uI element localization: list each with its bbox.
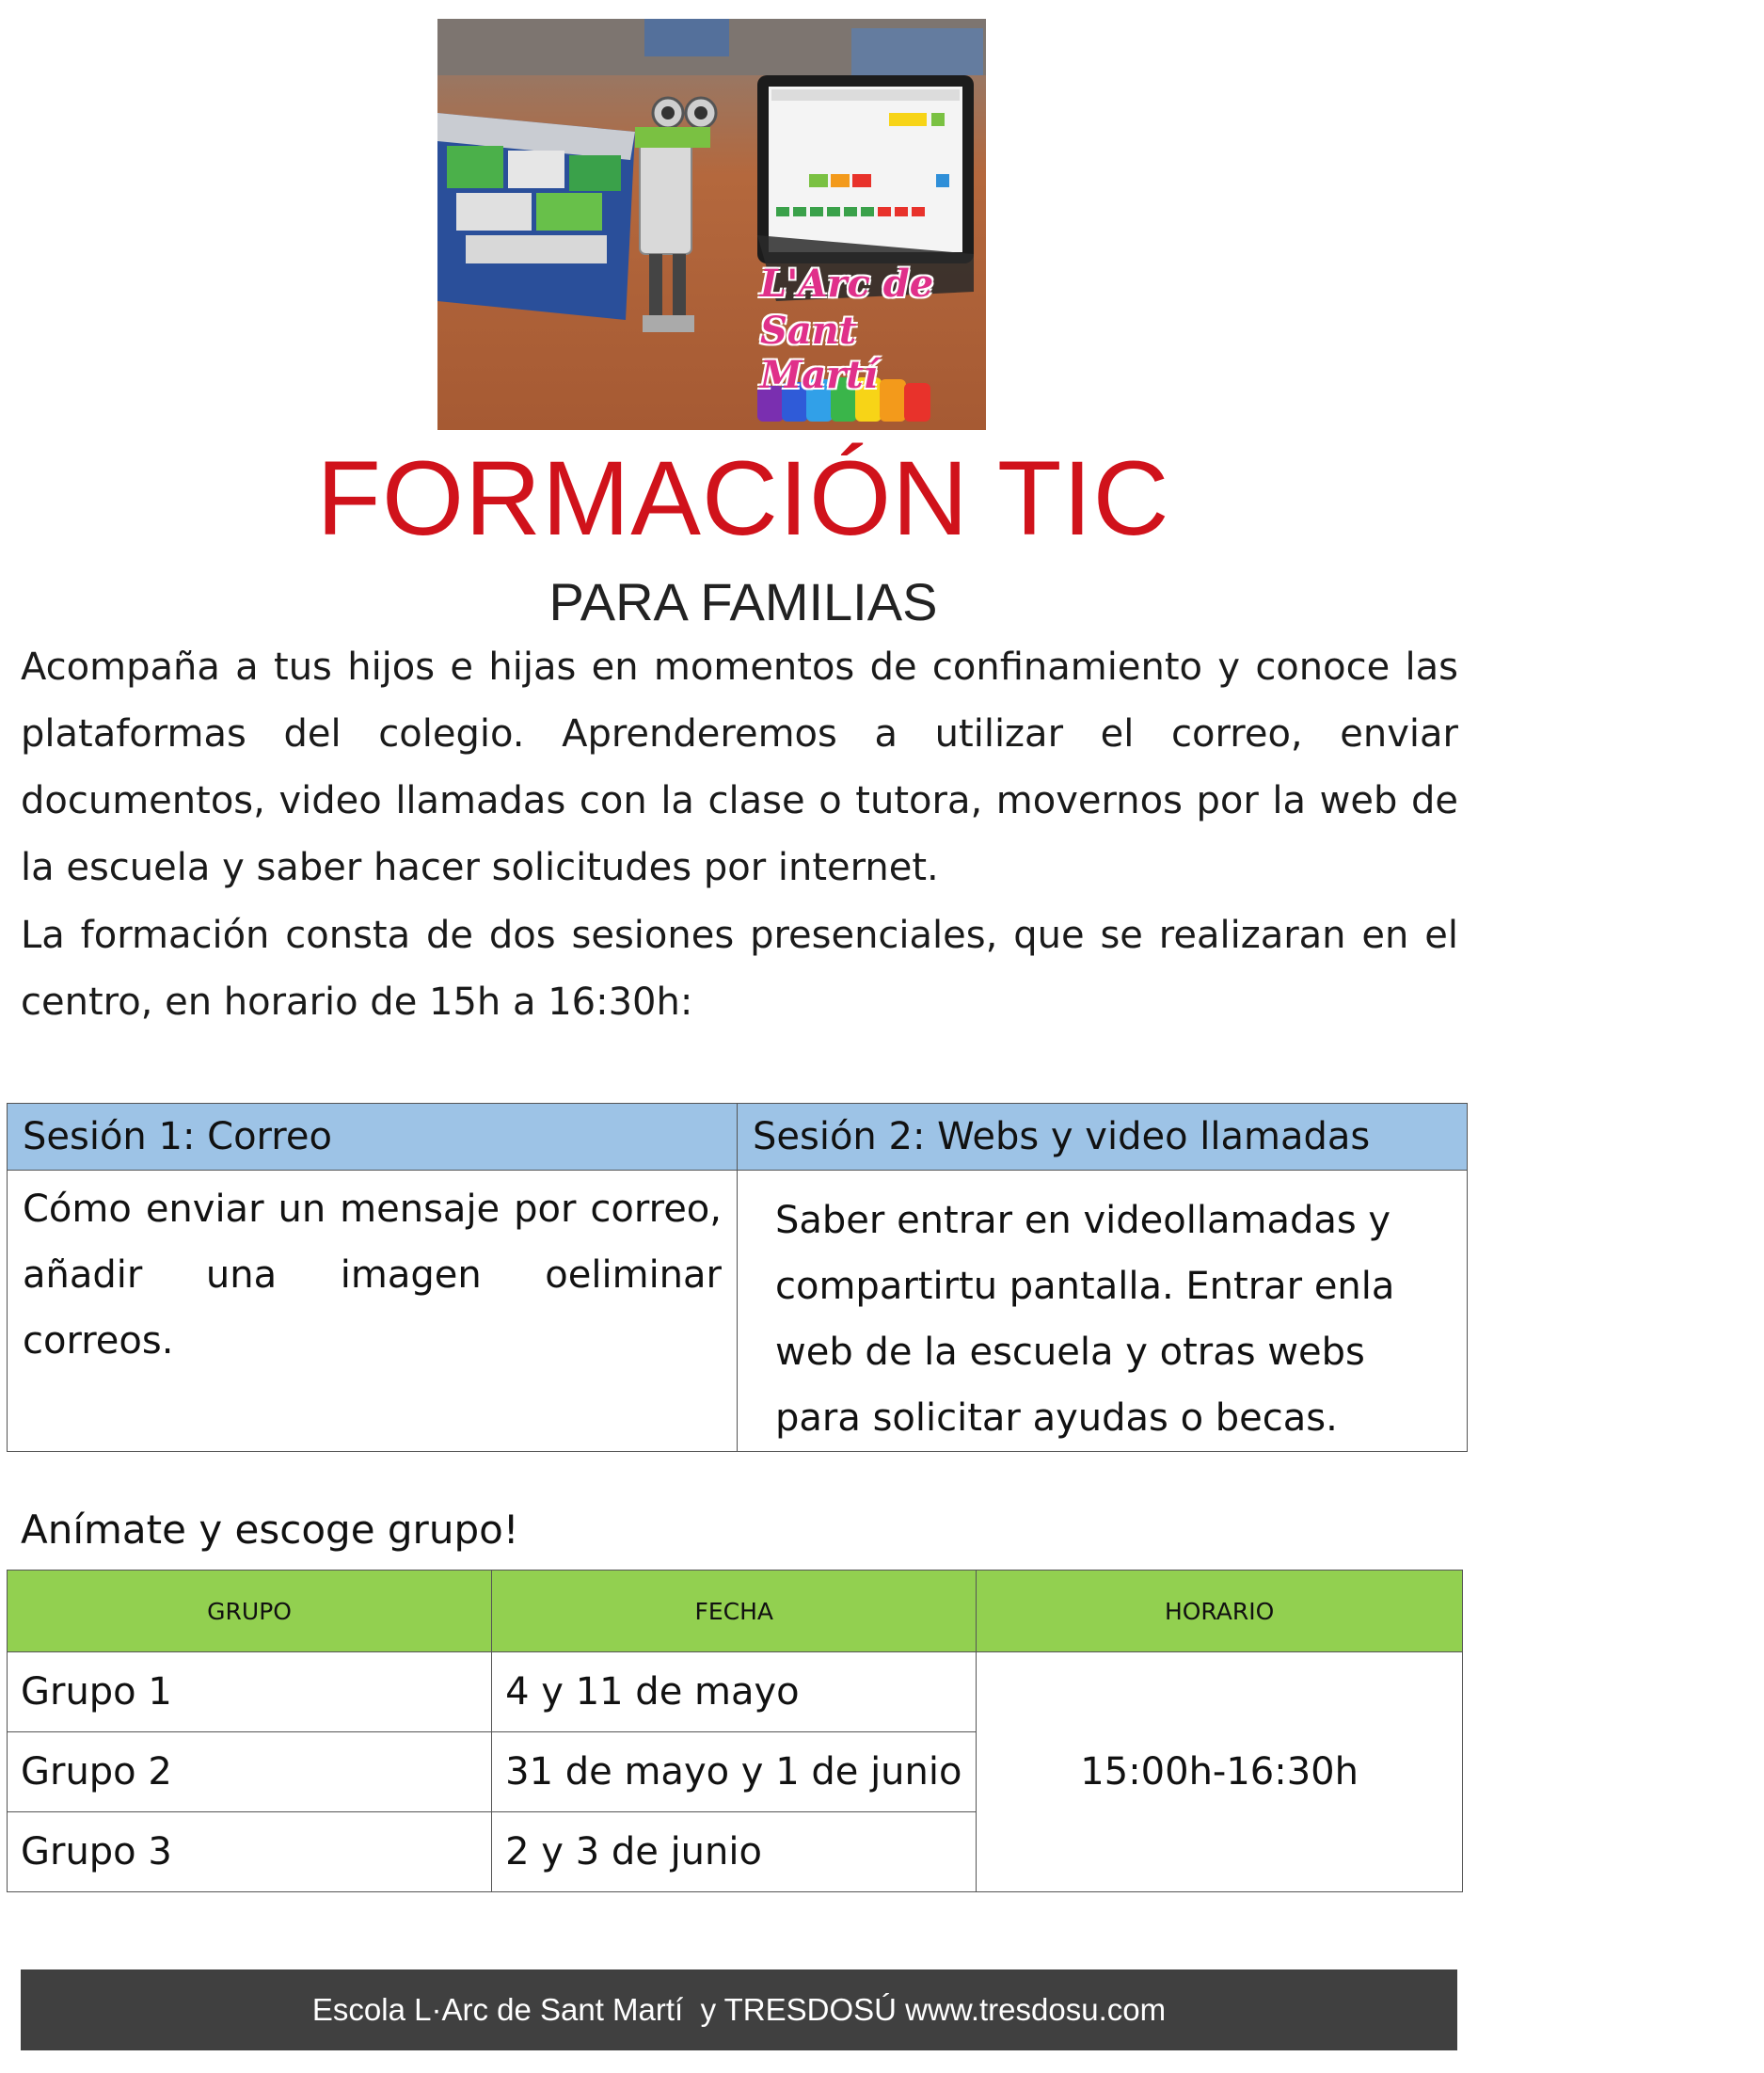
page-subtitle: PARA FAMILIAS [548, 572, 938, 631]
groups-header-fecha: FECHA [492, 1571, 977, 1652]
table-row [8, 1652, 1463, 1732]
group-date: 2 y 3 de junio [492, 1812, 977, 1892]
footer-text: Escola L·Arc de Sant Martí y TRESDOSÚ www.tresdosu.com [311, 1992, 1167, 2027]
session-2-title: Sesión 2: Webs y video llamadas [738, 1104, 1468, 1171]
sessions-table [7, 1103, 1468, 1452]
group-name: Grupo 2 [8, 1732, 492, 1812]
call-to-action: Anímate y escoge grupo! [21, 1507, 519, 1553]
header-photo [437, 19, 986, 430]
group-time: 15:00h-16:30h [977, 1652, 1463, 1892]
group-date: 31 de mayo y 1 de junio [492, 1732, 977, 1812]
intro-paragraph: Acompaña a tus hijos e hijas en momentos de confinamiento y conoce las plataformas del colegio. Aprenderemos a utilizar el correo, enviar documentos, video llamadas con la clase o tutora, movernos por la web de la escuela y saber hacer solicitudes por internet. [21, 646, 1458, 889]
logo-line-2: Sant Martí [760, 309, 878, 397]
page-title: FORMACIÓN TIC [316, 439, 1170, 557]
sessions-info-paragraph: La formación consta de dos sesiones presenciales, que se realizaran en el centro, en horario de 15h a 16:30h: [21, 914, 1458, 1024]
footer-bar [21, 1969, 1457, 2050]
group-name: Grupo 1 [8, 1652, 492, 1732]
logo-line-1: L'Arc de [760, 262, 934, 306]
groups-header-horario: HORARIO [977, 1571, 1463, 1652]
session-1-description: Cómo enviar un mensaje por correo, añadir una imagen oeliminar correos. [8, 1171, 738, 1452]
groups-header-grupo: GRUPO [8, 1571, 492, 1652]
groups-table [7, 1570, 1463, 1892]
session-2-description: Saber entrar en videollamadas y compartirtu pantalla. Entrar enla web de la escuela y otras webs para solicitar ayudas o becas. [738, 1171, 1468, 1452]
group-name: Grupo 3 [8, 1812, 492, 1892]
session-1-title: Sesión 1: Correo [8, 1104, 738, 1171]
group-date: 4 y 11 de mayo [492, 1652, 977, 1732]
